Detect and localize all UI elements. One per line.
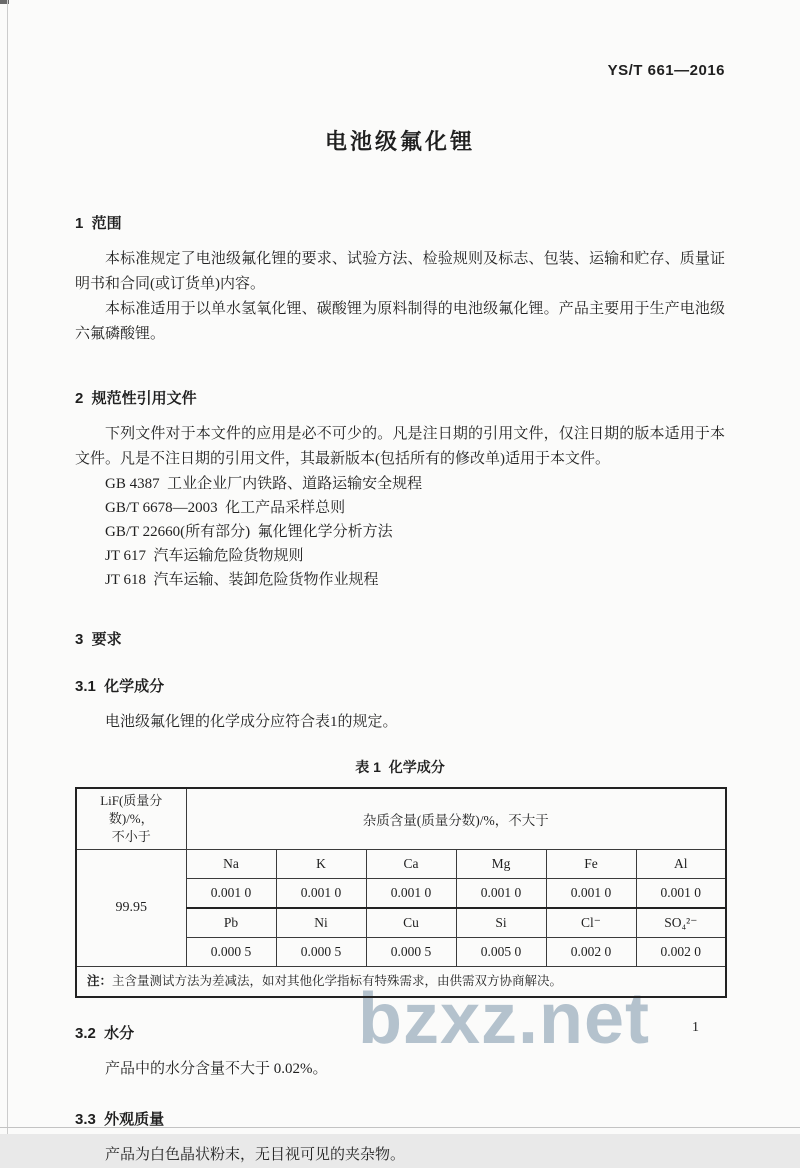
table-cell-element: Mg	[456, 850, 546, 879]
section-2-paragraph-1: 下列文件对于本文件的应用是必不可少的。凡是注日期的引用文件，仅注日期的版本适用于本文件。凡是不注日期的引用文件，其最新版本(包括所有的修改单)适用于本文件。	[75, 426, 725, 467]
page-content	[75, 0, 725, 1168]
scan-edge-left	[7, 0, 8, 1134]
table-cell-impurity-header: 杂质含量(质量分数)/%，不大于	[186, 788, 726, 850]
reference-list	[75, 472, 725, 592]
table-cell-value: 0.000 5	[186, 938, 276, 967]
section-3-heading: 3 要求	[75, 631, 122, 648]
table-cell-element: Cu	[366, 908, 456, 938]
table-cell-element: K	[276, 850, 366, 879]
table-header-row	[76, 788, 726, 850]
reference-item: GB/T 6678—2003 化工产品采样总则	[105, 500, 346, 516]
table-cell-value: 0.001 0	[366, 879, 456, 909]
table-cell-lif-value: 99.95	[76, 850, 186, 967]
table-cell-lif-header	[76, 788, 186, 850]
table-cell-element: Ni	[276, 908, 366, 938]
page-title: 电池级氟化锂	[324, 129, 475, 154]
table-cell-value: 0.000 5	[366, 938, 456, 967]
table-cell-value: 0.000 5	[276, 938, 366, 967]
table-cell-element: Ca	[366, 850, 456, 879]
reference-item: JT 618 汽车运输、装卸危险货物作业规程	[105, 572, 379, 588]
table-cell-element: Pb	[186, 908, 276, 938]
table-cell-value: 0.001 0	[186, 879, 276, 909]
section-3-2-heading: 3.2 水分	[75, 1025, 135, 1042]
table-cell-value: 0.002 0	[636, 938, 726, 967]
table-cell-value: 0.001 0	[276, 879, 366, 909]
section-1-heading: 1 范围	[75, 215, 122, 232]
table-cell-element: SO₄²⁻	[636, 908, 726, 938]
section-1-paragraph-1: 本标准规定了电池级氟化锂的要求、试验方法、检验规则及标志、包装、运输和贮存、质量证明书和合同(或订货单)内容。	[75, 251, 725, 292]
table-note-row	[76, 967, 726, 998]
chemical-composition-table	[75, 787, 727, 998]
watermark: bzxz.net	[358, 979, 651, 1059]
table-cell-value: 0.001 0	[546, 879, 636, 909]
note-text: 主含量测试方法为差减法，如对其他化学指标有特殊需求，由供需双方协商解决。	[112, 974, 563, 988]
table-cell-element: Si	[456, 908, 546, 938]
table-caption: 表 1 化学成分	[355, 759, 445, 775]
page-number: 1	[692, 1020, 699, 1035]
section-1-paragraph-2: 本标准适用于以单水氢氧化锂、碳酸锂为原料制得的电池级氟化锂。产品主要用于生产电池级六氟磷酸锂。	[75, 301, 725, 342]
reference-item: JT 617 汽车运输危险货物规则	[105, 548, 304, 564]
table-cell-element: Al	[636, 850, 726, 879]
table-cell-value: 0.001 0	[636, 879, 726, 909]
table-cell-element: Na	[186, 850, 276, 879]
note-label: 注：	[87, 974, 113, 988]
table-cell-value: 0.005 0	[456, 938, 546, 967]
table-cell-element: Fe	[546, 850, 636, 879]
table-cell-value: 0.002 0	[546, 938, 636, 967]
table-cell-value: 0.001 0	[456, 879, 546, 909]
doc-number: YS/T 661—2016	[607, 62, 725, 79]
table-note-cell	[76, 967, 726, 998]
reference-item: GB 4387 工业企业厂内铁路、道路运输安全规程	[105, 476, 423, 492]
section-3-1-heading: 3.1 化学成分	[75, 678, 165, 695]
table-row-elements-1	[76, 850, 726, 879]
lif-header-line1: LiF(质量分数)/%，	[100, 793, 163, 826]
section-2-heading: 2 规范性引用文件	[75, 390, 197, 407]
section-3-1-paragraph: 电池级氟化锂的化学成分应符合表1的规定。	[105, 714, 398, 730]
table-cell-element: Cl⁻	[546, 908, 636, 938]
section-3-3-paragraph: 产品为白色晶状粉末，无目视可见的夹杂物。	[105, 1147, 406, 1163]
section-3-3-heading: 3.3 外观质量	[75, 1111, 165, 1128]
reference-item: GB/T 22660(所有部分) 氟化锂化学分析方法	[105, 524, 393, 540]
section-3-2-paragraph: 产品中的水分含量不大于 0.02%。	[105, 1061, 328, 1077]
lif-header-line2: 不小于	[111, 829, 151, 844]
